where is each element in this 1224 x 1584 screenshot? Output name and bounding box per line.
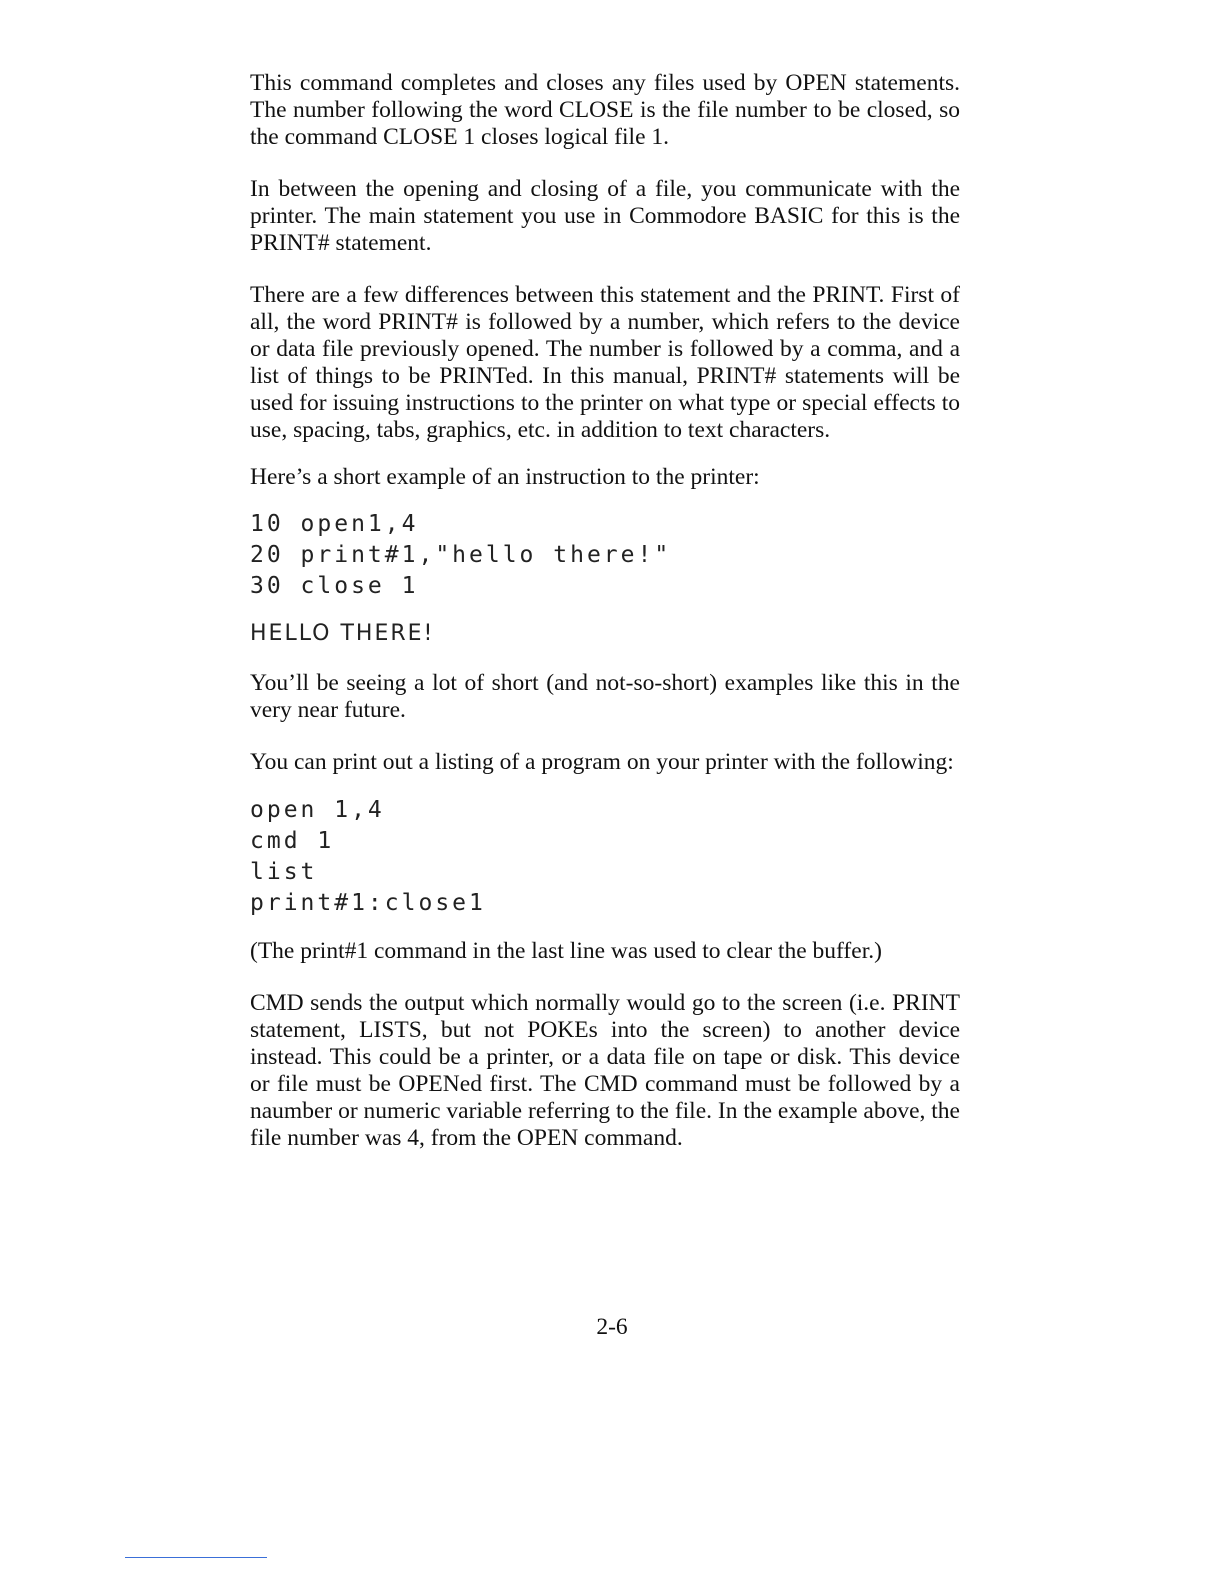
page-number: 2-6 xyxy=(596,1314,628,1340)
paragraph-buffer-note: (The print#1 command in the last line was used to clear the buffer.) xyxy=(250,938,882,964)
code-line: 10 open1,4 xyxy=(250,511,419,537)
paragraph-print-differences: There are a few differences between this statement and the PRINT. First of all, the word PRINT# is followed by a number, which refers to the device or data file previously opened. The number is followed by a comma, and a list of things to be PRINTed. In this manual, PRINT# statements will be used for issuing instructions to the printer on what type or special effects to use, spacing, tabs, graphics, etc. in addition to text characters. xyxy=(250,282,960,443)
code-line: 20 print#1,"hello there!" xyxy=(250,542,672,568)
document-page xyxy=(250,70,960,1152)
printer-output: HELLO THERE! xyxy=(250,621,435,646)
paragraph-cmd-explanation: CMD sends the output which normally would go to the screen (i.e. PRINT statement, LISTS, but not POKEs into the screen) to another device instead. This could be a printer, or a data file on tape or disk. This device or file must be OPENed first. The CMD command must be followed by a naumber or numeric variable referring to the file. In the example above, the file number was 4, from the OPEN command. xyxy=(250,990,960,1151)
code-line: open 1,4 xyxy=(250,797,385,823)
code-example-listing xyxy=(250,795,960,919)
paragraph-more-examples: You’ll be seeing a lot of short (and not-so-short) examples like this in the very near future. xyxy=(250,670,960,723)
paragraph-communicate-printer: In between the opening and closing of a file, you communicate with the printer. The main statement you use in Commodore BASIC for this is the PRINT# statement. xyxy=(250,176,960,256)
code-line: cmd 1 xyxy=(250,828,335,854)
code-line: list xyxy=(250,859,318,885)
paragraph-listing-intro: You can print out a listing of a program on your printer with the following: xyxy=(250,749,954,775)
code-line: print#1:close1 xyxy=(250,890,486,916)
paragraph-close-command: This command completes and closes any files used by OPEN statements. The number following the word CLOSE is the file number to be closed, so the command CLOSE 1 closes logical file 1. xyxy=(250,70,960,150)
code-line: 30 close 1 xyxy=(250,573,419,599)
code-example-print xyxy=(250,509,960,602)
paragraph-example-intro: Here’s a short example of an instruction to the printer: xyxy=(250,464,760,490)
footnote-divider xyxy=(125,1557,267,1558)
